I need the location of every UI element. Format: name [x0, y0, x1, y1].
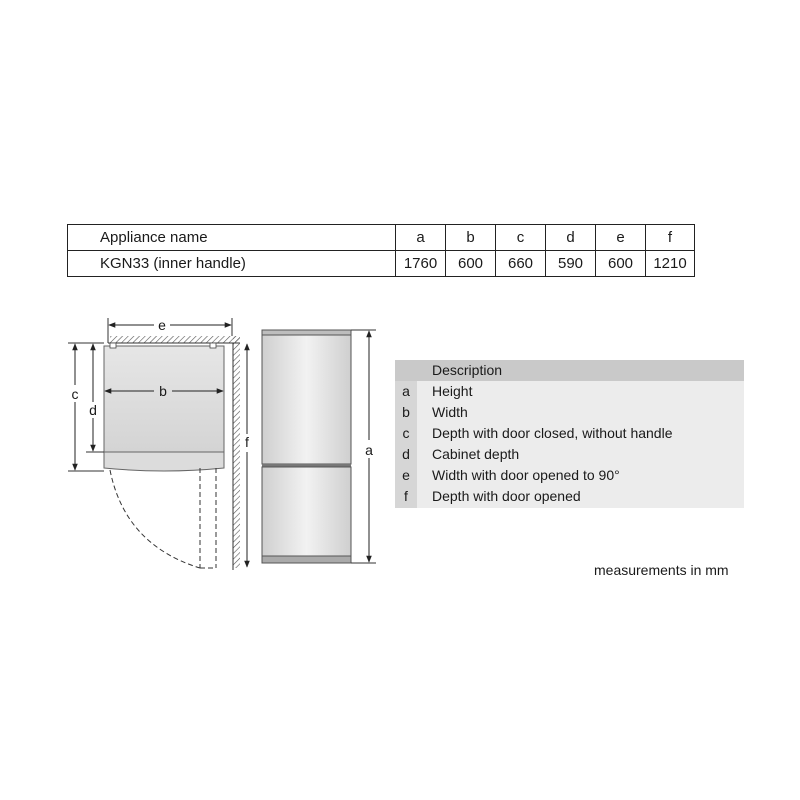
label-f: f [245, 434, 249, 450]
header-d: d [546, 225, 596, 251]
legend-heading: Description [432, 362, 503, 378]
legend-box [395, 360, 744, 508]
measurement-unit-note: measurements in mm [594, 562, 729, 578]
door-plan [104, 452, 224, 471]
header-e: e [596, 225, 646, 251]
label-e: e [158, 317, 166, 333]
back-wall-hatch [110, 336, 240, 343]
plan-view [68, 317, 249, 570]
legend-key: c [402, 425, 410, 441]
cell-f: 1210 [646, 251, 695, 277]
cell-e: 600 [596, 251, 646, 277]
label-a: a [365, 442, 373, 458]
appliance-plinth [262, 556, 351, 563]
header-c: c [496, 225, 546, 251]
legend-text: Height [432, 383, 473, 399]
label-c: c [71, 386, 79, 402]
legend-item [395, 402, 744, 423]
cell-b: 600 [446, 251, 496, 277]
legend-text: Width [432, 404, 468, 420]
elevation-view [262, 330, 376, 563]
legend-key: a [402, 383, 410, 399]
appliance-lower-body [262, 467, 351, 556]
header-appliance-name: Appliance name [68, 225, 396, 251]
appliance-top-cap [262, 330, 351, 335]
cell-d: 590 [546, 251, 596, 277]
legend-item [395, 423, 744, 444]
cabinet-plan [104, 346, 224, 452]
appliance-upper-body [262, 335, 351, 464]
cell-a: 1760 [396, 251, 446, 277]
label-b: b [159, 383, 167, 399]
door-swing-arc [110, 470, 200, 568]
legend-item [395, 444, 744, 465]
header-b: b [446, 225, 496, 251]
legend-key: d [402, 446, 410, 462]
legend-item [395, 381, 744, 402]
hinge-right [210, 343, 216, 348]
legend-text: Depth with door opened [432, 488, 581, 504]
cell-appliance-name: KGN33 (inner handle) [68, 251, 396, 277]
label-d: d [89, 402, 97, 418]
cell-c: 660 [496, 251, 546, 277]
side-wall-hatch [233, 336, 240, 568]
legend-key: b [402, 404, 410, 420]
legend-text: Width with door opened to 90° [432, 467, 620, 483]
hinge-left [110, 343, 116, 348]
legend-item [395, 465, 744, 486]
legend-item [395, 486, 744, 507]
header-f: f [646, 225, 695, 251]
legend-text: Depth with door closed, without handle [432, 425, 673, 441]
legend-key: e [402, 467, 410, 483]
legend-key: f [404, 488, 408, 504]
header-a: a [396, 225, 446, 251]
legend-text: Cabinet depth [432, 446, 520, 462]
